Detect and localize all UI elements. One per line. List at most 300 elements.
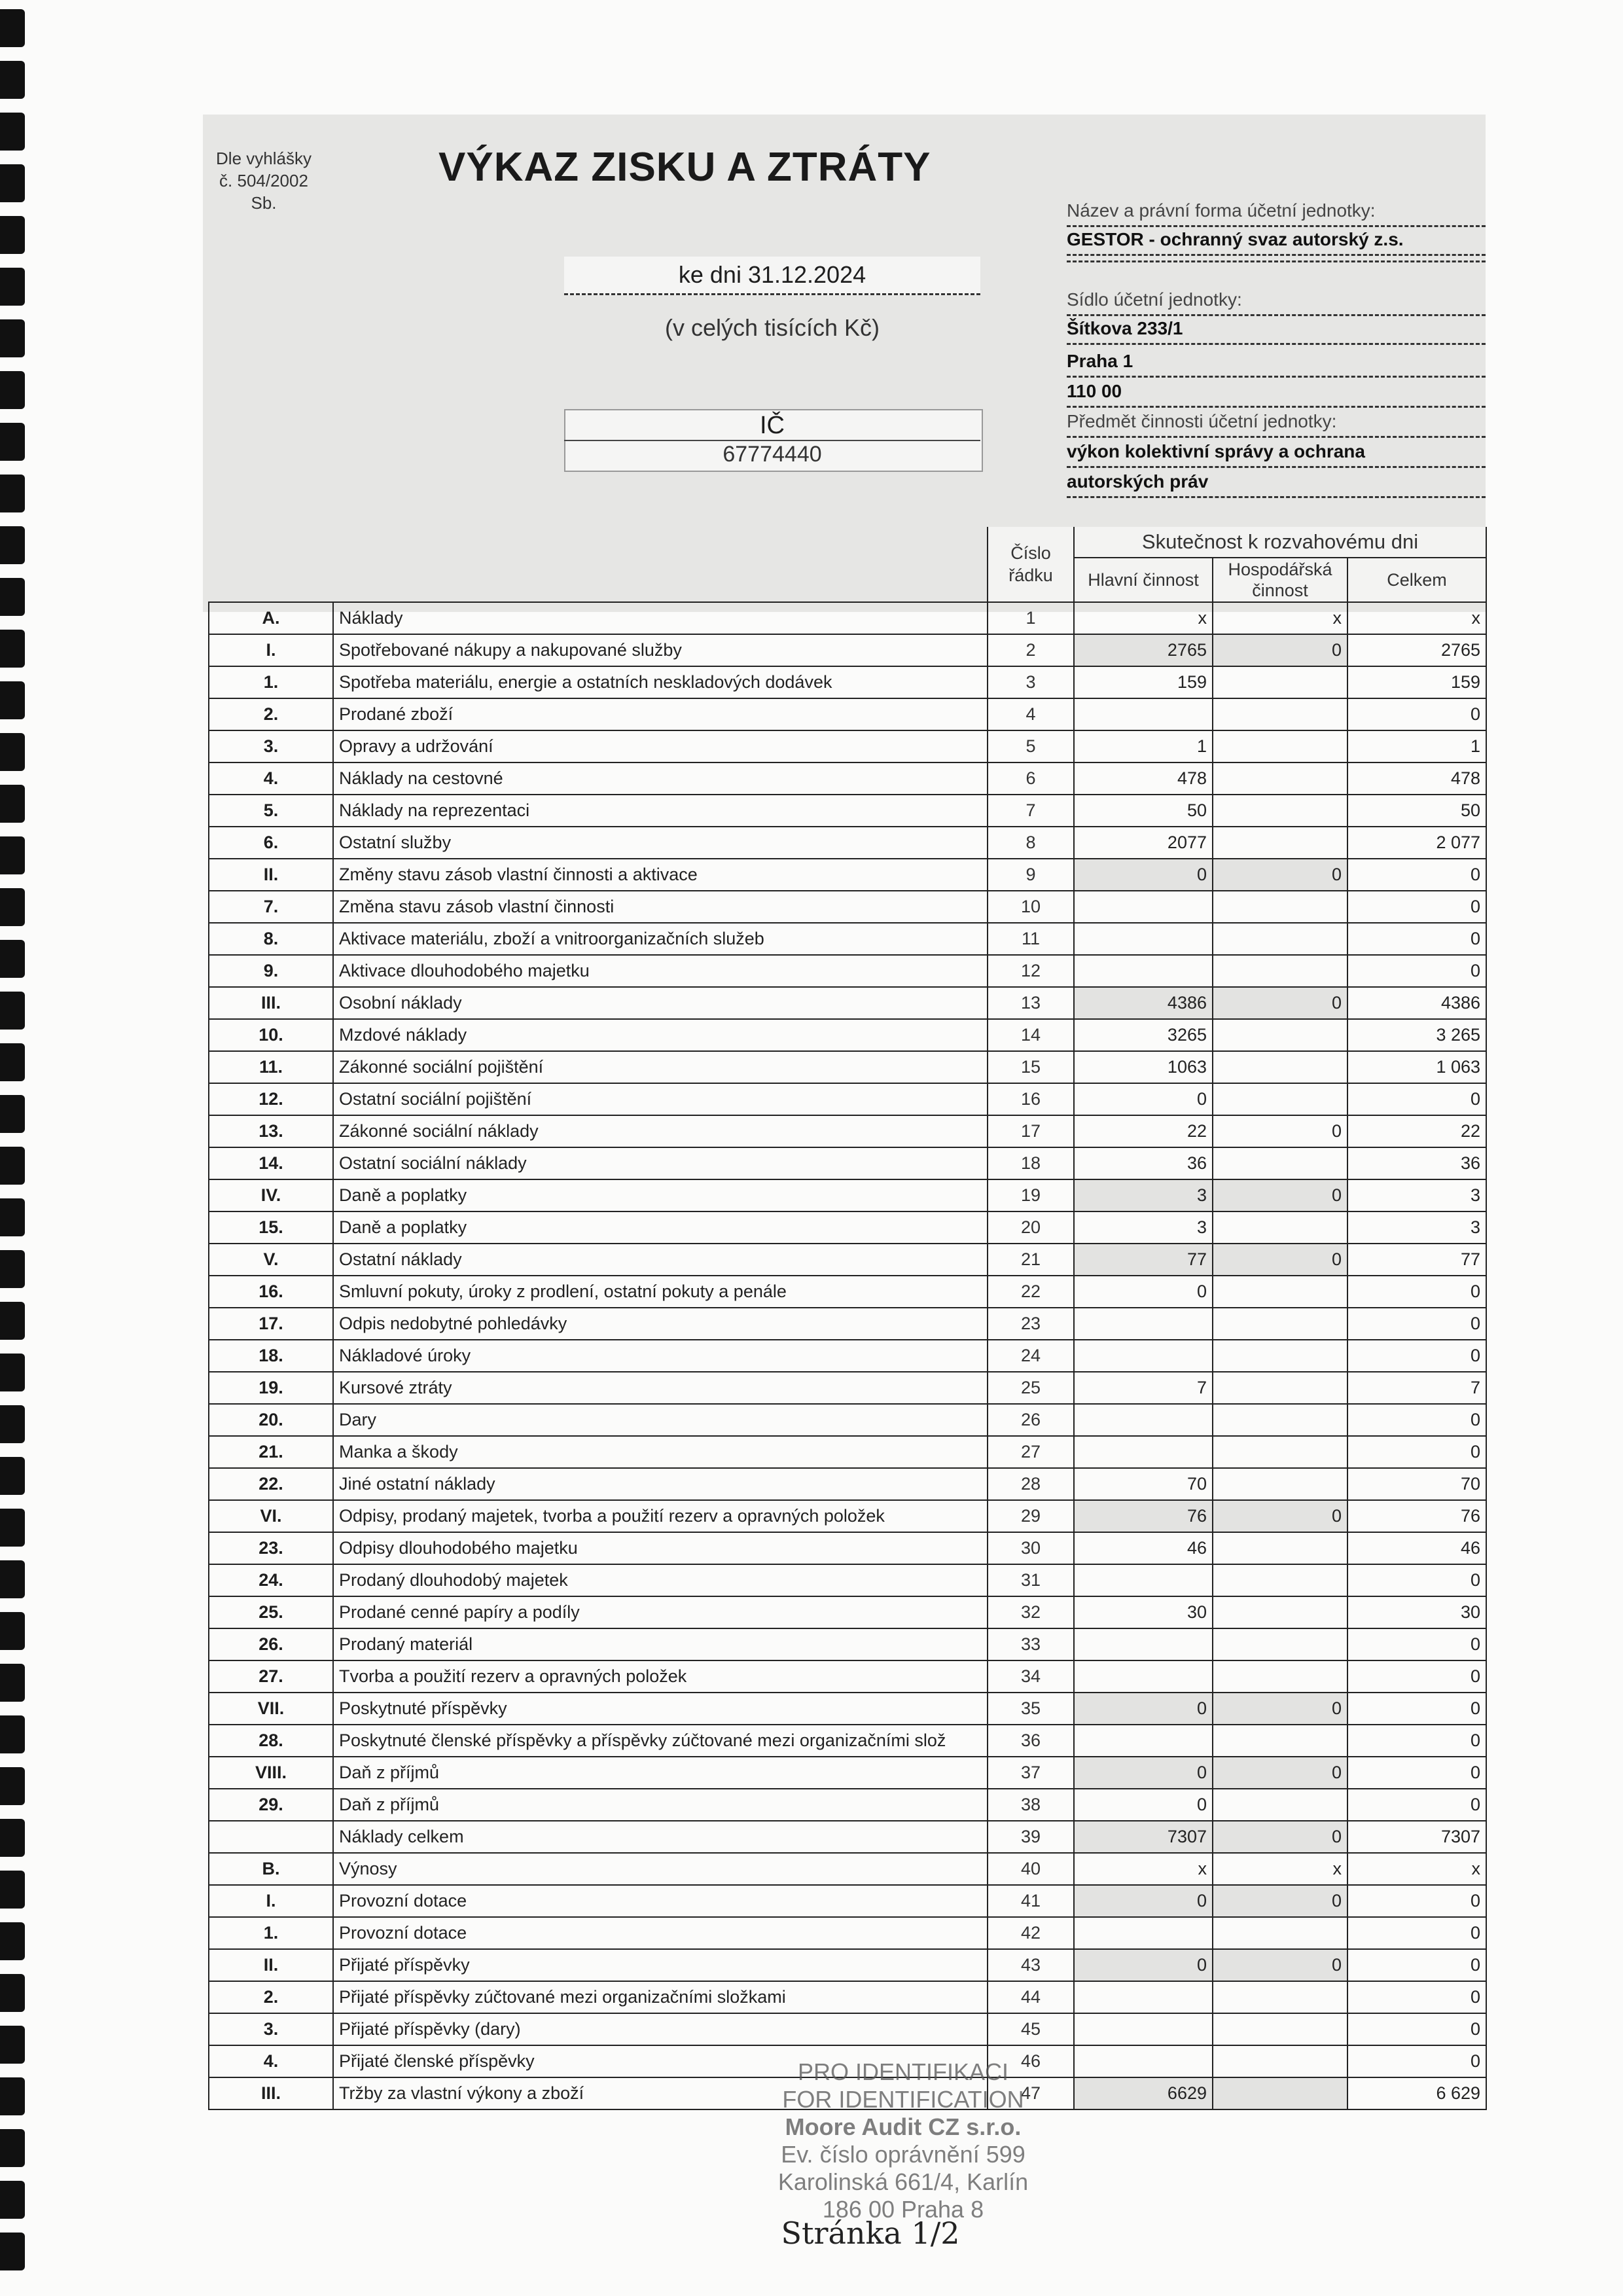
table-row [209,1147,1486,1179]
activity-line-1 [1067,437,1486,468]
economic-activity-value [1213,827,1347,859]
binding-ring [0,216,25,254]
row-number: 3 [988,666,1074,698]
table-row [209,2013,1486,2045]
main-activity-value: 0 [1074,1276,1213,1308]
main-activity-value [1074,1308,1213,1340]
row-code: 25. [209,1596,333,1628]
table-row [209,1468,1486,1500]
row-code: III. [209,2077,333,2109]
main-activity-value: 1063 [1074,1051,1213,1083]
table-row [209,1083,1486,1115]
total-value: 50 [1347,795,1486,827]
main-activity-value [1074,1564,1213,1596]
economic-activity-value: 0 [1213,634,1347,666]
row-number: 43 [988,1949,1074,1981]
row-code: 10. [209,1019,333,1051]
total-value: 1 063 [1347,1051,1486,1083]
main-activity-value [1074,1660,1213,1693]
row-name: Ostatní sociální pojištění [333,1083,988,1115]
table-row [209,859,1486,891]
street: Šítkova 233/1 [1067,318,1183,338]
row-number: 41 [988,1885,1074,1917]
row-code: 16. [209,1276,333,1308]
binding-ring [0,2026,25,2064]
economic-activity-value [1213,1981,1347,2013]
table-row [209,795,1486,827]
row-name: Odpisy, prodaný majetek, tvorba a použití rezerv a opravných položek [333,1500,988,1532]
economic-activity-value [1213,730,1347,762]
row-code: 14. [209,1147,333,1179]
economic-activity-value [1213,1564,1347,1596]
table-row [209,1211,1486,1244]
binding-ring [0,1767,25,1805]
row-code: I. [209,634,333,666]
total-value: 0 [1347,859,1486,891]
total-value: 0 [1347,955,1486,987]
row-number: 20 [988,1211,1074,1244]
entity-name: GESTOR - ochranný svaz autorský z.s. [1067,229,1404,249]
row-number: 10 [988,891,1074,923]
economic-activity-value [1213,1628,1347,1660]
row-number: 42 [988,1917,1074,1949]
row-number: 44 [988,1981,1074,2013]
row-number: 46 [988,2045,1074,2077]
row-number: 34 [988,1660,1074,1693]
total-value: 77 [1347,1244,1486,1276]
row-name: Aktivace materiálu, zboží a vnitroorganizačních služeb [333,923,988,955]
table-row [209,1628,1486,1660]
row-number: 7 [988,795,1074,827]
economic-activity-value [1213,955,1347,987]
zip: 110 00 [1067,381,1122,401]
row-code: A. [209,602,333,634]
row-number: 47 [988,2077,1074,2109]
stamp-line-6: 186 00 Praha 8 [822,2196,984,2223]
row-code: 29. [209,1789,333,1821]
total-value: x [1347,602,1486,634]
economic-activity-value: 0 [1213,1821,1347,1853]
total-value: 70 [1347,1468,1486,1500]
economic-activity-value: 0 [1213,1244,1347,1276]
main-activity-value [1074,2013,1213,2045]
table-row [209,762,1486,795]
total-value: 7307 [1347,1821,1486,1853]
table-row [209,634,1486,666]
row-name: Opravy a udržování [333,730,988,762]
header-blank [333,558,988,602]
main-activity-value: 7 [1074,1372,1213,1404]
main-activity-value: 159 [1074,666,1213,698]
main-activity-value: 0 [1074,1789,1213,1821]
table-row [209,1693,1486,1725]
binding-ring [0,1095,25,1133]
main-activity-value: 0 [1074,1949,1213,1981]
main-activity-value [1074,1436,1213,1468]
binding-ring [0,1715,25,1753]
main-activity-value [1074,1340,1213,1372]
economic-activity-value [1213,1436,1347,1468]
main-activity-value: 50 [1074,795,1213,827]
binding-ring [0,2233,25,2270]
row-number: 25 [988,1372,1074,1404]
row-name: Kursové ztráty [333,1372,988,1404]
row-number: 18 [988,1147,1074,1179]
table-row [209,1532,1486,1564]
table-row [209,1885,1486,1917]
total-value: 0 [1347,1949,1486,1981]
row-code: I. [209,1885,333,1917]
row-name: Ostatní náklady [333,1244,988,1276]
column-header-total: Celkem [1347,558,1486,602]
table-row [209,1917,1486,1949]
economic-activity-value [1213,1019,1347,1051]
total-value: 0 [1347,1725,1486,1757]
main-activity-value: 46 [1074,1532,1213,1564]
main-activity-value: 4386 [1074,987,1213,1019]
binding-ring [0,475,25,512]
row-name: Přijaté příspěvky [333,1949,988,1981]
row-number: 22 [988,1276,1074,1308]
total-value: 478 [1347,762,1486,795]
seat-label: Sídlo účetní jednotky: [1067,289,1242,310]
row-name: Náklady [333,602,988,634]
row-code: 1. [209,666,333,698]
binding-ring [0,1612,25,1650]
row-code: 20. [209,1404,333,1436]
binding-ring [0,1354,25,1391]
entity-name-label: Název a právní forma účetní jednotky: [1067,200,1376,221]
economic-activity-value: 0 [1213,1885,1347,1917]
separator-line [1067,255,1486,262]
binding-ring [0,785,25,823]
binding-ring [0,1147,25,1185]
economic-activity-value: 0 [1213,1500,1347,1532]
row-code: 22. [209,1468,333,1500]
row-name: Manka a škody [333,1436,988,1468]
economic-activity-value [1213,1725,1347,1757]
row-name: Změny stavu zásob vlastní činnosti a aktivace [333,859,988,891]
row-number: 39 [988,1821,1074,1853]
total-value: 0 [1347,1660,1486,1693]
row-number: 4 [988,698,1074,730]
total-value: 2765 [1347,634,1486,666]
economic-activity-value [1213,795,1347,827]
row-number: 31 [988,1564,1074,1596]
total-value: 0 [1347,1564,1486,1596]
row-code: 27. [209,1660,333,1693]
economic-activity-value: 0 [1213,1693,1347,1725]
economic-activity-value [1213,1404,1347,1436]
total-value: 0 [1347,1789,1486,1821]
main-activity-value: 22 [1074,1115,1213,1147]
row-name: Spotřebované nákupy a nakupované služby [333,634,988,666]
main-activity-value: 76 [1074,1500,1213,1532]
main-activity-value [1074,1981,1213,2013]
page-title: VÝKAZ ZISKU A ZTRÁTY [438,145,931,190]
economic-activity-value [1213,1532,1347,1564]
row-name: Spotřeba materiálu, energie a ostatních neskladových dodávek [333,666,988,698]
economic-activity-value: 0 [1213,1179,1347,1211]
table-row [209,698,1486,730]
total-value: 7 [1347,1372,1486,1404]
row-name: Poskytnuté členské příspěvky a příspěvky zúčtované mezi organizačními slož [333,1725,988,1757]
total-value: 0 [1347,1917,1486,1949]
main-activity-value: 2077 [1074,827,1213,859]
city: Praha 1 [1067,351,1133,371]
binding-ring [0,371,25,409]
row-name: Daně a poplatky [333,1179,988,1211]
row-number: 11 [988,923,1074,955]
binding-ring [0,1974,25,2012]
row-name: Prodané zboží [333,698,988,730]
table-row [209,1660,1486,1693]
row-number: 13 [988,987,1074,1019]
row-code: 7. [209,891,333,923]
economic-activity-value [1213,2077,1347,2109]
row-code: 12. [209,1083,333,1115]
row-number: 5 [988,730,1074,762]
economic-activity-value [1213,1660,1347,1693]
row-number: 17 [988,1115,1074,1147]
binding-ring [0,630,25,668]
column-header-row-number: Číslo řádku [988,527,1074,602]
total-value: 76 [1347,1500,1486,1532]
row-name: Zákonné sociální pojištění [333,1051,988,1083]
row-code: II. [209,859,333,891]
report-date: ke dni 31.12.2024 [564,257,980,295]
entity-name-line [1067,225,1486,256]
binding-ring [0,681,25,719]
binding-ring [0,2181,25,2219]
binding-ring [0,268,25,306]
binding-ring [0,9,25,47]
table-row [209,1596,1486,1628]
economic-activity-value: 0 [1213,987,1347,1019]
economic-activity-value [1213,666,1347,698]
binding-ring [0,733,25,771]
row-number: 21 [988,1244,1074,1276]
activity-label: Předmět činnosti účetní jednotky: [1067,411,1337,431]
row-code: 28. [209,1725,333,1757]
row-name: Náklady celkem [333,1821,988,1853]
header-blank [333,527,988,558]
row-name: Smluvní pokuty, úroky z prodlení, ostatní pokuty a penále [333,1276,988,1308]
table-row [209,1404,1486,1436]
main-activity-value [1074,891,1213,923]
economic-activity-value [1213,1147,1347,1179]
economic-activity-value [1213,1276,1347,1308]
main-activity-value: x [1074,1853,1213,1885]
row-code: 8. [209,923,333,955]
economic-activity-value [1213,1051,1347,1083]
main-activity-value: 1 [1074,730,1213,762]
binding-ring [0,1560,25,1598]
row-number: 12 [988,955,1074,987]
binding-ring [0,164,25,202]
table-row [209,1115,1486,1147]
main-activity-value: 0 [1074,1693,1213,1725]
main-activity-value: 6629 [1074,2077,1213,2109]
row-code: 2. [209,1981,333,2013]
total-value: 0 [1347,1628,1486,1660]
row-number: 30 [988,1532,1074,1564]
main-activity-value: 0 [1074,1083,1213,1115]
header-blank [209,558,333,602]
row-number: 16 [988,1083,1074,1115]
header-blank [209,527,333,558]
row-name: Nákladové úroky [333,1340,988,1372]
row-code: 18. [209,1340,333,1372]
row-code: IV. [209,1179,333,1211]
ic-label: IČ [564,411,980,441]
row-number: 15 [988,1051,1074,1083]
law-line-2: č. 504/2002 [219,171,308,190]
row-name: Změna stavu zásob vlastní činnosti [333,891,988,923]
row-number: 27 [988,1436,1074,1468]
row-code: 24. [209,1564,333,1596]
zip-line [1067,377,1486,408]
total-value: 0 [1347,891,1486,923]
row-name: Osobní náklady [333,987,988,1019]
stamp-line-1: PRO IDENTIFIKACI [797,2058,1009,2085]
table-row [209,1244,1486,1276]
row-name: Daň z příjmů [333,1789,988,1821]
main-activity-value: 0 [1074,1757,1213,1789]
row-number: 19 [988,1179,1074,1211]
row-name: Tržby za vlastní výkony a zboží [333,2077,988,2109]
economic-activity-value [1213,1596,1347,1628]
table-row [209,1821,1486,1853]
city-line [1067,347,1486,378]
stamp-line-4: Ev. číslo oprávnění 599 [781,2141,1026,2168]
main-activity-value [1074,923,1213,955]
table-row [209,1757,1486,1789]
table-row [209,955,1486,987]
row-code: 13. [209,1115,333,1147]
total-value: 0 [1347,1981,1486,2013]
spiral-binding [0,0,27,2296]
table-row [209,1372,1486,1404]
total-value: 0 [1347,698,1486,730]
binding-ring [0,1043,25,1081]
row-name: Zákonné sociální náklady [333,1115,988,1147]
main-activity-value: 70 [1074,1468,1213,1500]
row-name: Provozní dotace [333,1917,988,1949]
main-activity-value: x [1074,602,1213,634]
row-code: 15. [209,1211,333,1244]
total-value: 4386 [1347,987,1486,1019]
main-activity-value: 0 [1074,1885,1213,1917]
table-row [209,1725,1486,1757]
row-name: Daň z příjmů [333,1757,988,1789]
table-row [209,1853,1486,1885]
row-name: Ostatní služby [333,827,988,859]
total-value: 0 [1347,1276,1486,1308]
income-statement-table [208,527,1487,2110]
row-code [209,1821,333,1853]
street-line [1067,314,1486,345]
row-number: 45 [988,2013,1074,2045]
row-number: 28 [988,1468,1074,1500]
binding-ring [0,2129,25,2167]
table-row [209,1436,1486,1468]
row-name: Mzdové náklady [333,1019,988,1051]
row-number: 37 [988,1757,1074,1789]
row-name: Náklady na cestovné [333,762,988,795]
row-name: Prodaný materiál [333,1628,988,1660]
row-code: 4. [209,762,333,795]
law-line-3: Sb. [251,193,277,213]
units-note: (v celých tisících Kč) [664,314,880,341]
stamp-line-2: FOR IDENTIFICATION [782,2086,1024,2113]
seat-label-line [1067,285,1486,316]
row-name: Jiné ostatní náklady [333,1468,988,1500]
economic-activity-value [1213,1308,1347,1340]
total-value: 0 [1347,1757,1486,1789]
main-activity-value [1074,698,1213,730]
row-number: 1 [988,602,1074,634]
row-name: Provozní dotace [333,1885,988,1917]
total-value: 22 [1347,1115,1486,1147]
activity-text-2: autorských práv [1067,471,1209,492]
stamp-line-5: Karolinská 661/4, Karlín [777,2168,1029,2195]
row-number: 9 [988,859,1074,891]
row-code: VIII. [209,1757,333,1789]
row-number: 36 [988,1725,1074,1757]
main-activity-value [1074,1404,1213,1436]
activity-line-2 [1067,467,1486,498]
total-value: 3 [1347,1179,1486,1211]
total-value: 159 [1347,666,1486,698]
table-row [209,827,1486,859]
row-code: 23. [209,1532,333,1564]
row-name: Přijaté členské příspěvky [333,2045,988,2077]
main-activity-value: 30 [1074,1596,1213,1628]
main-activity-value: 3 [1074,1211,1213,1244]
total-value: x [1347,1853,1486,1885]
main-activity-value [1074,955,1213,987]
binding-ring [0,1250,25,1288]
row-number: 26 [988,1404,1074,1436]
table-row [209,1340,1486,1372]
main-activity-value: 7307 [1074,1821,1213,1853]
table-row [209,1179,1486,1211]
column-header-main: Hlavní činnost [1074,558,1213,602]
main-activity-value: 3265 [1074,1019,1213,1051]
row-name: Daně a poplatky [333,1211,988,1244]
total-value: 0 [1347,1404,1486,1436]
economic-activity-value: 0 [1213,1949,1347,1981]
binding-ring [0,319,25,357]
economic-activity-value [1213,1340,1347,1372]
economic-activity-value [1213,1917,1347,1949]
row-code: 4. [209,2045,333,2077]
binding-ring [0,1198,25,1236]
economic-activity-value: 0 [1213,1115,1347,1147]
economic-activity-value [1213,1468,1347,1500]
row-code: II. [209,1949,333,1981]
main-activity-value [1074,2045,1213,2077]
row-code: 3. [209,2013,333,2045]
total-value: 2 077 [1347,827,1486,859]
economic-activity-value [1213,1211,1347,1244]
binding-ring [0,1405,25,1443]
total-value: 30 [1347,1596,1486,1628]
economic-activity-value [1213,1083,1347,1115]
binding-ring [0,1819,25,1857]
row-number: 38 [988,1789,1074,1821]
